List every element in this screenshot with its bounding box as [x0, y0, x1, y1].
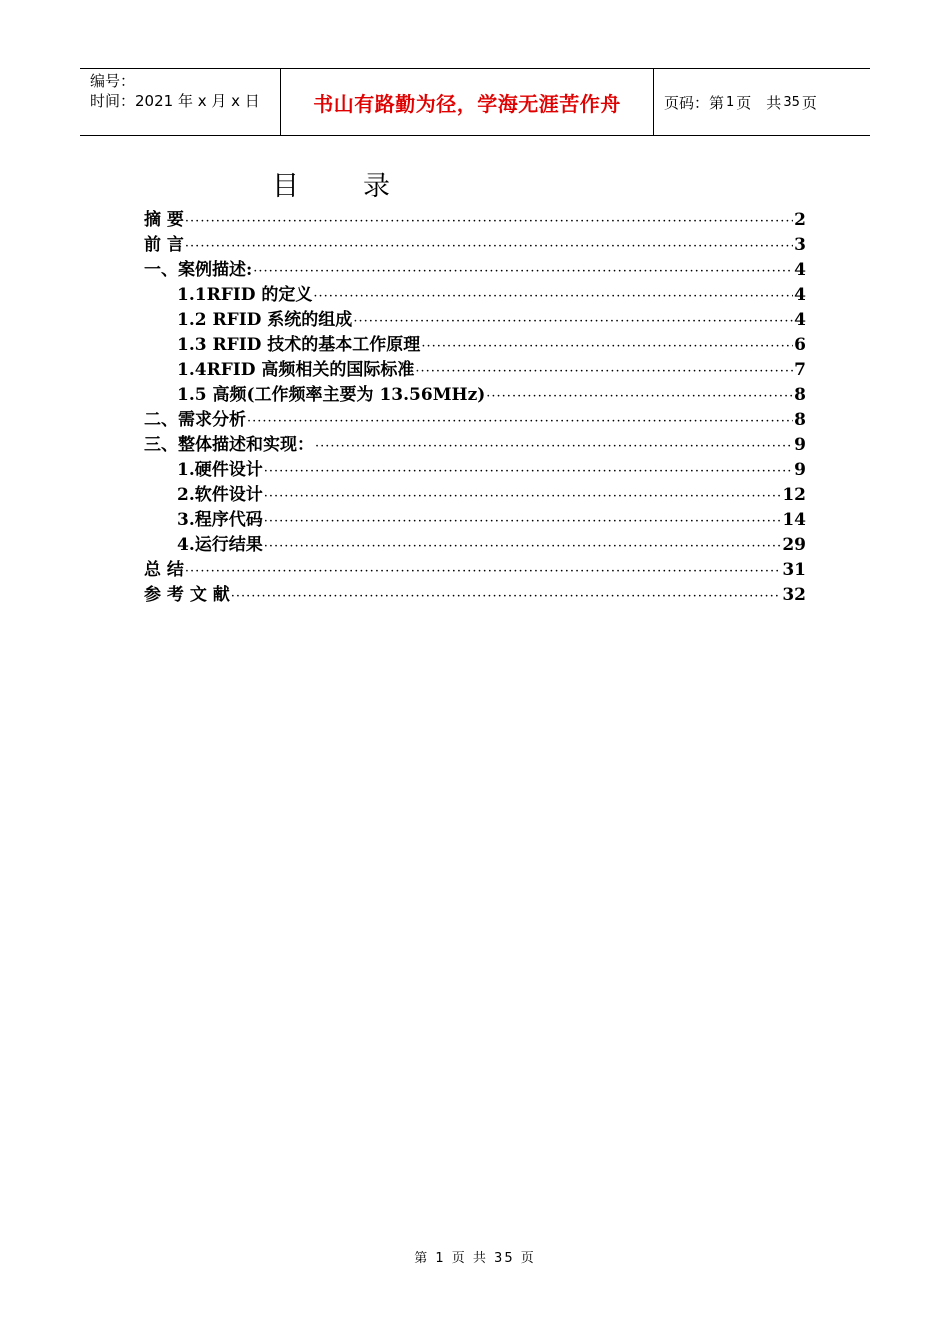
toc-entry-page: 4 — [794, 260, 806, 280]
toc-leader-dots — [415, 359, 793, 384]
toc-entry[interactable] — [144, 508, 806, 533]
toc-leader-dots — [313, 284, 793, 309]
toc-entry[interactable] — [144, 333, 806, 358]
toc-leader-dots — [264, 484, 782, 509]
toc-entry[interactable] — [144, 283, 806, 308]
toc-entry-page: 31 — [782, 560, 806, 580]
page-prefix: 页码：第 — [664, 93, 725, 112]
toc-entry[interactable] — [144, 358, 806, 383]
toc-title — [272, 164, 390, 203]
toc-entry[interactable] — [144, 558, 806, 583]
document-date: 时间：2021 年 x 月 x 日 — [90, 92, 260, 110]
page-current: 1 — [726, 94, 735, 110]
toc-entry[interactable] — [144, 533, 806, 558]
toc-entry-page: 9 — [794, 460, 806, 480]
toc-entry[interactable] — [144, 258, 806, 283]
toc-title-left: 目 — [272, 171, 299, 202]
toc-entry-label: 1.3 RFID 技术的基本工作原理 — [177, 335, 421, 355]
toc-entry-label: 参 考 文 献 — [144, 585, 230, 605]
toc-entry[interactable] — [144, 458, 806, 483]
page-total: 35 — [783, 94, 800, 110]
toc-leader-dots — [185, 209, 793, 234]
toc-leader-dots — [231, 584, 782, 609]
toc-entry-label: 1.硬件设计 — [177, 460, 263, 480]
page-mid: 页 共 — [736, 93, 782, 112]
toc-entry[interactable] — [144, 233, 806, 258]
toc-entry-page: 7 — [794, 360, 806, 380]
toc-entry[interactable] — [144, 208, 806, 233]
toc-entry-label: 1.2 RFID 系统的组成 — [177, 310, 353, 330]
header-page-indicator — [654, 69, 870, 135]
toc-leader-dots — [185, 234, 793, 259]
toc-leader-dots — [185, 559, 781, 584]
toc-entry[interactable] — [144, 408, 806, 433]
toc-entry-page: 4 — [794, 310, 806, 330]
toc-entry[interactable] — [144, 433, 806, 458]
toc-entry[interactable] — [144, 383, 806, 408]
toc-entry-label: 1.5 高频(工作频率主要为 13.56MHz) — [177, 385, 486, 405]
toc-entry-label: 前 言 — [144, 235, 184, 255]
toc-entry-label: 4.运行结果 — [177, 535, 263, 555]
document-number-label: 编号： — [90, 72, 136, 90]
header-motto: 书山有路勤为径，学海无涯苦作舟 — [281, 69, 654, 135]
toc-entry-label: 总 结 — [144, 560, 184, 580]
toc-leader-dots — [486, 384, 793, 409]
toc-leader-dots — [264, 534, 782, 559]
toc-entry[interactable] — [144, 483, 806, 508]
toc-entry-page: 4 — [794, 285, 806, 305]
toc-leader-dots — [264, 509, 782, 534]
toc-entry-page: 2 — [794, 210, 806, 230]
table-of-contents — [144, 208, 806, 608]
page-footer: 第 1 页 共 35 页 — [414, 1251, 536, 1266]
toc-entry-label: 1.1RFID 的定义 — [177, 285, 313, 305]
toc-leader-dots — [421, 334, 793, 359]
toc-entry-label: 二、需求分析 — [144, 410, 246, 430]
toc-entry[interactable] — [144, 308, 806, 333]
toc-entry-label: 摘 要 — [144, 210, 184, 230]
toc-entry-page: 32 — [782, 585, 806, 605]
toc-leader-dots — [353, 309, 793, 334]
toc-entry-page: 8 — [794, 385, 806, 405]
toc-entry-label: 三、整体描述和实现： — [144, 435, 314, 455]
toc-entry-label: 一、案例描述: — [144, 260, 253, 280]
page-suffix: 页 — [801, 93, 817, 112]
toc-entry-page: 3 — [794, 235, 806, 255]
toc-entry-page: 9 — [794, 435, 806, 455]
toc-entry-label: 1.4RFID 高频相关的国际标准 — [177, 360, 415, 380]
header-meta — [80, 69, 281, 135]
toc-entry-label: 2.软件设计 — [177, 485, 263, 505]
toc-leader-dots — [253, 259, 793, 284]
toc-entry-page: 14 — [782, 510, 806, 530]
toc-entry-page: 8 — [794, 410, 806, 430]
toc-leader-dots — [264, 459, 793, 484]
toc-entry-page: 6 — [794, 335, 806, 355]
toc-title-right: 录 — [363, 171, 390, 202]
toc-entry[interactable] — [144, 583, 806, 608]
toc-leader-dots — [247, 409, 793, 434]
toc-leader-dots — [315, 434, 793, 459]
page-header — [80, 68, 870, 136]
toc-entry-label: 3.程序代码 — [177, 510, 263, 530]
toc-entry-page: 12 — [782, 485, 806, 505]
toc-entry-page: 29 — [782, 535, 806, 555]
